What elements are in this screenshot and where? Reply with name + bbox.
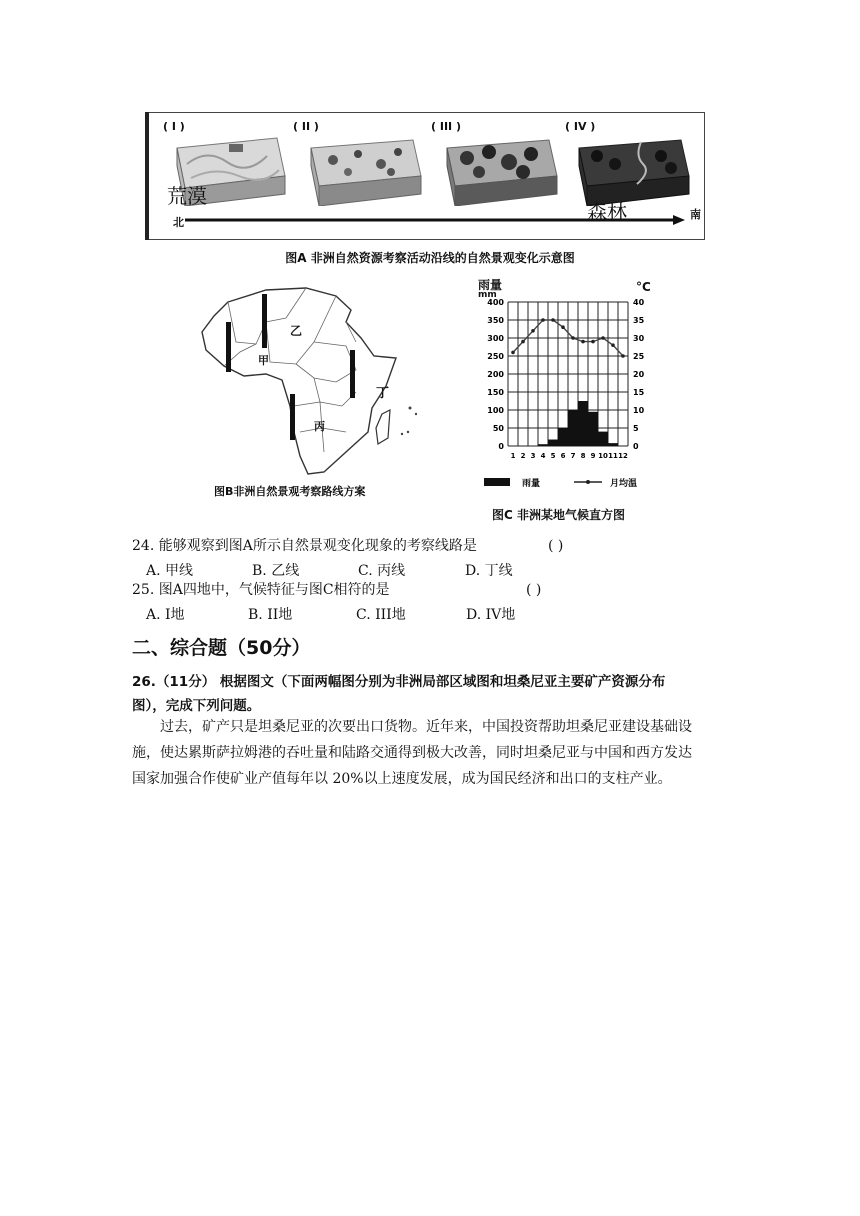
landscape-savanna-block	[303, 134, 423, 206]
q26-line-1: 26.（11分） 根据图文（下面两幅图分别为非洲局部区域图和坦桑尼亚主要矿产资源分布	[132, 674, 666, 690]
rainfall-bar	[598, 432, 608, 446]
month-tick-label: 9	[590, 452, 596, 460]
numeral-3: ( III )	[431, 120, 461, 133]
q26-line-2: 图），完成下列问题。	[132, 698, 261, 714]
right-tick-label: 30	[633, 334, 645, 343]
month-tick-label: 5	[550, 452, 556, 460]
right-axis-title: °C	[636, 280, 651, 294]
right-tick-label: 35	[633, 316, 645, 325]
q25-option-d[interactable]: D. IV地	[466, 607, 516, 623]
temperature-point	[531, 329, 535, 333]
q25-option-a[interactable]: A. I地	[146, 607, 185, 623]
right-tick-label: 5	[633, 424, 639, 433]
q24-option-b[interactable]: B. 乙线	[252, 563, 300, 579]
section-2-title: 二、综合题（50分）	[132, 637, 311, 659]
right-tick-label: 15	[633, 388, 645, 397]
left-tick-label: 50	[492, 424, 504, 433]
rainfall-bar	[608, 443, 618, 446]
month-tick-label: 4	[540, 452, 546, 460]
left-tick-label: 350	[487, 316, 504, 325]
left-axis-title: 雨量	[478, 278, 503, 292]
direction-south: 南	[690, 208, 701, 221]
legend-temp-label: 月均温	[610, 479, 638, 489]
route-label-yi: 乙	[290, 324, 303, 338]
legend-rain-label: 雨量	[522, 479, 541, 489]
label-forest: 森林	[587, 200, 627, 224]
month-tick-label: 12	[618, 452, 628, 460]
numeral-1: ( I )	[163, 120, 185, 133]
left-tick-label: 300	[487, 334, 504, 343]
figure-b-caption: 图B非洲自然景观考察路线方案	[214, 485, 366, 498]
right-tick-label: 10	[633, 406, 645, 415]
direction-north: 北	[173, 216, 184, 229]
month-tick-label: 2	[520, 452, 526, 460]
temperature-point	[551, 318, 555, 322]
figure-c-caption: 图C 非洲某地气候直方图	[492, 508, 625, 522]
left-axis-unit: mm	[478, 290, 497, 300]
left-tick-label: 200	[487, 370, 504, 379]
rainfall-bar	[548, 440, 558, 446]
month-tick-label: 6	[560, 452, 566, 460]
left-tick-label: 100	[487, 406, 504, 415]
temperature-point	[611, 343, 615, 347]
temperature-point	[561, 325, 565, 329]
q26-paragraph-line-3: 国家加强合作使矿业产值每年以 20%以上速度发展，成为国民经济和出口的支柱产业。	[132, 771, 672, 787]
rainfall-bar	[568, 410, 578, 446]
q26-paragraph-line-2: 施，使达累斯萨拉姆港的吞吐量和陆路交通得到极大改善，同时坦桑尼亚与中国和西方发达	[132, 745, 692, 761]
temperature-point	[521, 340, 525, 344]
question-25-stem: 25. 图A四地中，气候特征与图C相符的是	[132, 582, 390, 598]
q24-option-c[interactable]: C. 丙线	[358, 563, 406, 579]
temperature-point	[581, 340, 585, 344]
right-tick-label: 40	[633, 298, 645, 307]
rainfall-bar	[588, 412, 598, 446]
q24-option-d[interactable]: D. 丁线	[465, 563, 513, 579]
figure-a-caption: 图A 非洲自然资源考察活动沿线的自然景观变化示意图	[285, 251, 575, 265]
q24-option-a[interactable]: A. 甲线	[146, 563, 194, 579]
question-25-answer-blank[interactable]: ( )	[526, 582, 542, 598]
route-label-bing: 丙	[314, 420, 325, 433]
temperature-point	[571, 336, 575, 340]
month-tick-label: 8	[580, 452, 586, 460]
numeral-2: ( II )	[293, 120, 319, 133]
label-desert: 荒漠	[167, 184, 207, 208]
question-24-stem: 24. 能够观察到图A所示自然景观变化现象的考察线路是	[132, 538, 477, 554]
africa-map	[196, 282, 428, 478]
left-tick-label: 400	[487, 298, 504, 307]
temperature-point	[511, 351, 515, 355]
left-tick-label: 150	[487, 388, 504, 397]
left-tick-label: 0	[498, 442, 504, 451]
landscape-woodland-block	[439, 134, 559, 206]
right-tick-label: 25	[633, 352, 645, 361]
temperature-point	[591, 340, 595, 344]
q25-option-c[interactable]: C. III地	[356, 607, 406, 623]
temperature-point	[541, 318, 545, 322]
month-tick-label: 7	[570, 452, 576, 460]
figure-a	[145, 112, 705, 240]
numeral-4: ( IV )	[565, 120, 596, 133]
route-label-ding: 丁	[376, 386, 390, 401]
legend-rain-swatch	[484, 478, 510, 486]
figure-b-map	[196, 282, 428, 478]
month-tick-label: 11	[608, 452, 618, 460]
rainfall-bar	[558, 428, 568, 446]
climate-chart-svg	[470, 276, 670, 494]
figure-c-chart	[470, 276, 670, 494]
q25-option-b[interactable]: B. II地	[248, 607, 293, 623]
month-tick-label: 10	[598, 452, 608, 460]
rainfall-bar	[578, 401, 588, 446]
right-tick-label: 0	[633, 442, 639, 451]
legend-temp-point	[586, 480, 590, 484]
q26-paragraph-line-1: 过去，矿产只是坦桑尼亚的次要出口货物。近年来，中国投资帮助坦桑尼亚建设基础设	[160, 719, 692, 735]
rainfall-bar	[538, 444, 548, 446]
temperature-point	[621, 354, 625, 358]
temperature-point	[601, 336, 605, 340]
month-tick-label: 1	[510, 452, 516, 460]
right-tick-label: 20	[633, 370, 645, 379]
left-tick-label: 250	[487, 352, 504, 361]
month-tick-label: 3	[530, 452, 536, 460]
route-label-jia: 甲	[258, 354, 269, 367]
question-24-answer-blank[interactable]: ( )	[548, 538, 564, 554]
